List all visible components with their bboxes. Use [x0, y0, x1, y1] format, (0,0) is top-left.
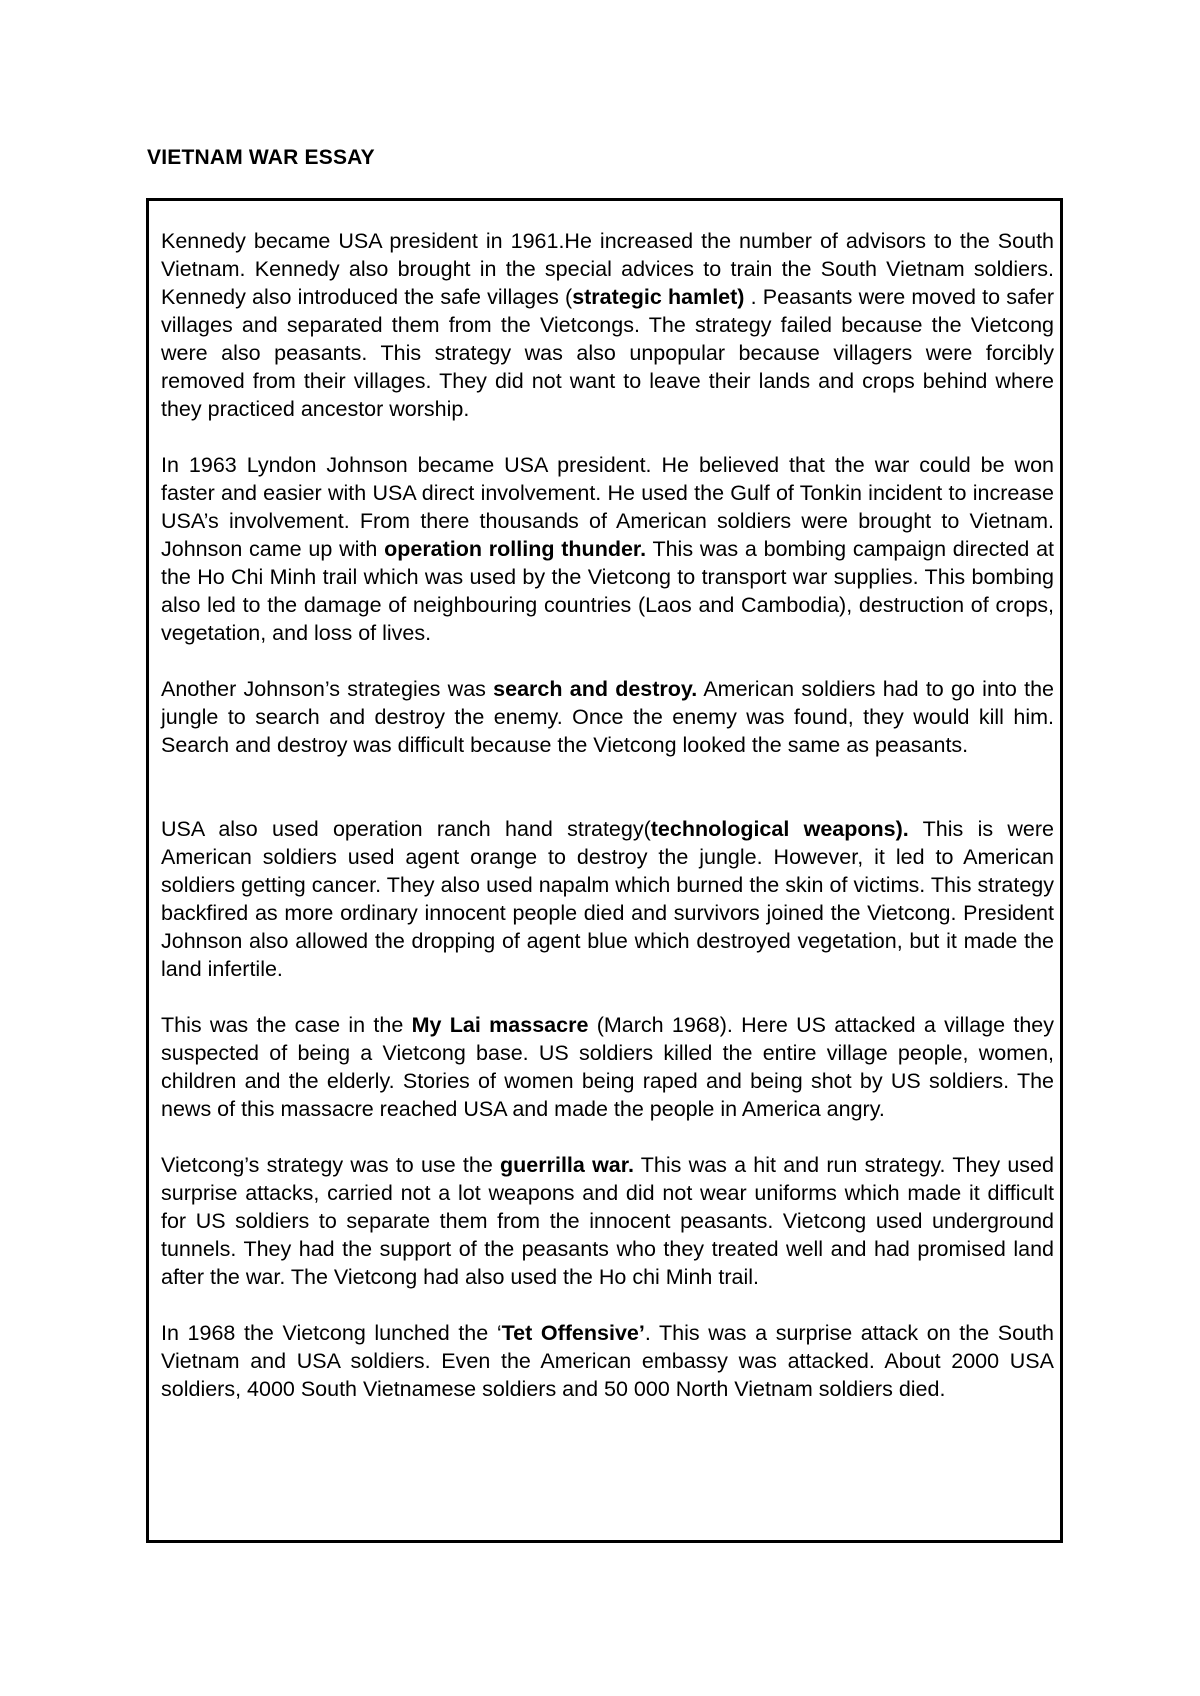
paragraph-text: American soldiers had to go into the jungle to search and destroy the enemy. Once the enemy was found, they would kill him. Search and destroy was difficult because the Vietcong looked the same as peasants.	[161, 677, 1054, 757]
bold-term-technological-weapons: technological weapons).	[650, 817, 909, 841]
paragraph-text: This was a hit and run strategy. They used surprise attacks, carried not a lot weapons and did not wear uniforms which made it difficult for US soldiers to separate them from the innocent peasants. Vietcong used underground tunnels. They had the support of the peasants who they treated well and had promised land after the war. The Vietcong had also used the Ho chi Minh trail.	[161, 1153, 1054, 1289]
essay-box	[146, 198, 1063, 1543]
paragraph-text: Kennedy became USA president in 1961.He increased the number of advisors to the South Vietnam. Kennedy also brought in the special advices to train the South Vietnam soldiers. Kennedy also introduced the safe villages (	[161, 229, 1054, 309]
paragraph-text: (March 1968). Here US attacked a village they suspected of being a Vietcong base. US soldiers killed the entire village people, women, children and the elderly. Stories of women being raped and being shot by US soldiers. The news of this massacre reached USA and made the people in America angry.	[161, 1013, 1055, 1121]
paragraph-text: This was the case in the	[161, 1013, 412, 1037]
paragraph-text: Another Johnson’s strategies was	[161, 677, 494, 701]
bold-term-tet-offensive: Tet Offensive’	[501, 1321, 645, 1345]
paragraph-text: In 1968 the Vietcong lunched the ‘	[161, 1321, 502, 1345]
bold-term-operation-rolling-thunder: operation rolling thunder.	[384, 537, 647, 561]
paragraph-text: . Peasants were moved to safer villages and separated them from the Vietcongs. The strategy failed because the Vietcong were also peasants. This strategy was also unpopular because villagers were forcibly removed from their villages. They did not want to leave their lands and crops behind where they practiced ancestor worship.	[161, 285, 1054, 421]
paragraph-text: Vietcong’s strategy was to use the	[161, 1153, 501, 1177]
bold-term-guerrilla-war: guerrilla war.	[500, 1153, 634, 1177]
paragraph-search-and-destroy	[161, 675, 1054, 759]
paragraph-my-lai	[161, 1011, 1054, 1123]
paragraph-text: . This was a surprise attack on the South Vietnam and USA soldiers. Even the American embassy was attacked. About 2000 USA soldiers, 4000 South Vietnamese soldiers and 50 000 North Vietnam soldiers died.	[161, 1321, 1054, 1401]
paragraph-text: USA also used operation ranch hand strategy(	[161, 817, 651, 841]
paragraph-johnson	[161, 451, 1054, 647]
bold-term-my-lai-massacre: My Lai massacre	[411, 1013, 589, 1037]
paragraph-text: In 1963 Lyndon Johnson became USA president. He believed that the war could be won faster and easier with USA direct involvement. He used the Gulf of Tonkin incident to increase USA’s involvement. From there thousands of American soldiers were brought to Vietnam. Johnson came up with	[161, 453, 1054, 561]
paragraph-kennedy	[161, 227, 1054, 423]
essay-content	[161, 227, 1054, 1403]
paragraph-guerrilla-war	[161, 1151, 1054, 1291]
bold-term-strategic-hamlet: strategic hamlet)	[572, 285, 745, 309]
paragraph-text: This was a bombing campaign directed at the Ho Chi Minh trail which was used by the Vietcong to transport war supplies. This bombing also led to the damage of neighbouring countries (Laos and Cambodia), destruction of crops, vegetation, and loss of lives.	[161, 537, 1054, 645]
document-title: VIETNAM WAR ESSAY	[147, 146, 375, 169]
paragraph-tet-offensive	[161, 1319, 1054, 1403]
paragraph-ranch-hand	[161, 815, 1054, 983]
bold-term-search-and-destroy: search and destroy.	[493, 677, 698, 701]
paragraph-text: This is were American soldiers used agent orange to destroy the jungle. However, it led to American soldiers getting cancer. They also used napalm which burned the skin of victims. This strategy backfired as more ordinary innocent people died and survivors joined the Vietcong. President Johnson also allowed the dropping of agent blue which destroyed vegetation, but it made the land infertile.	[161, 817, 1054, 981]
